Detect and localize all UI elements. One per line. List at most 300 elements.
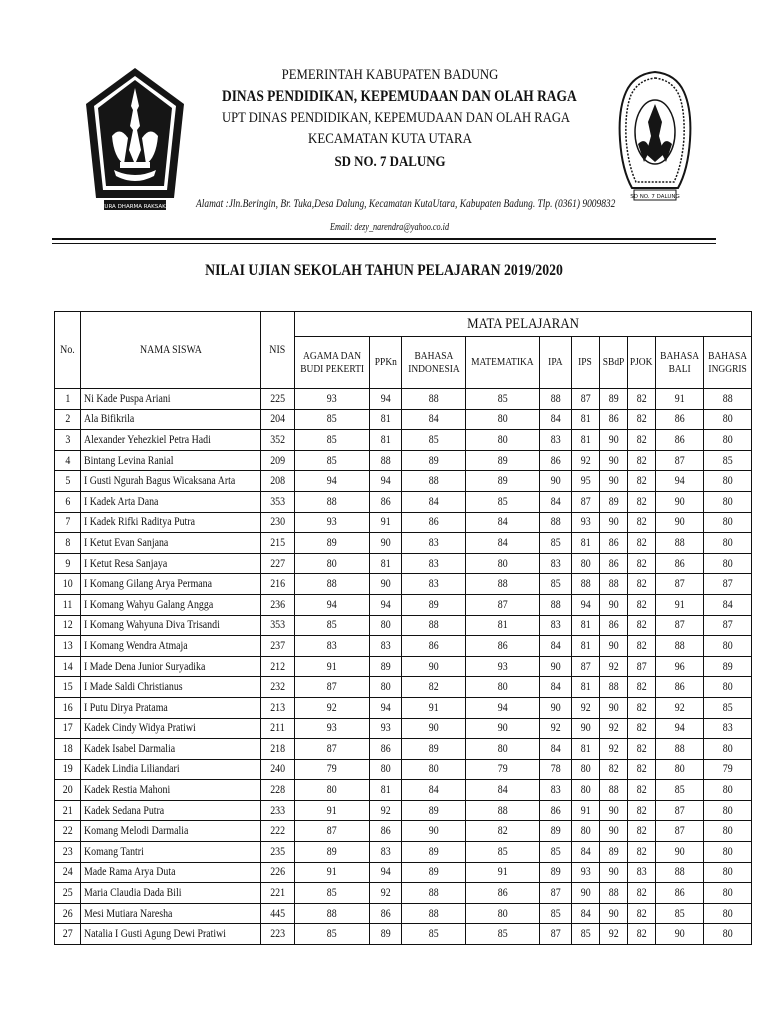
cell-no: 15 [55,677,81,698]
cell-student-name: I Kadek Rifki Raditya Putra [81,512,261,533]
col-header-subject [655,337,703,389]
cell-score: 86 [402,636,466,657]
cell-score: 90 [539,697,571,718]
cell-nis: 353 [260,615,294,636]
cell-score: 88 [599,883,627,904]
col-header-nis: NIS [260,312,294,389]
cell-score: 87 [655,821,703,842]
cell-score: 85 [655,780,703,801]
cell-score: 90 [402,656,466,677]
cell-score: 88 [294,903,369,924]
cell-score: 85 [539,842,571,863]
cell-score: 90 [599,821,627,842]
cell-no: 5 [55,471,81,492]
cell-score: 82 [627,780,655,801]
school-emblem-logo [618,70,692,208]
cell-score: 82 [627,471,655,492]
cell-score: 86 [370,903,402,924]
cell-score: 82 [627,739,655,760]
cell-nis: 352 [260,430,294,451]
cell-score: 83 [703,718,751,739]
cell-score: 82 [627,924,655,945]
cell-score: 85 [571,924,599,945]
cell-score: 90 [599,512,627,533]
cell-score: 85 [703,450,751,471]
cell-score: 81 [571,430,599,451]
cell-score: 90 [655,842,703,863]
cell-score: 89 [402,862,466,883]
cell-score: 91 [655,594,703,615]
cell-score: 80 [703,533,751,554]
cell-nis: 233 [260,800,294,821]
cell-nis: 445 [260,903,294,924]
cell-nis: 212 [260,656,294,677]
cell-nis: 208 [260,471,294,492]
cell-score: 82 [627,430,655,451]
cell-score: 92 [571,697,599,718]
cell-score: 80 [703,471,751,492]
cell-score: 80 [703,553,751,574]
cell-score: 80 [703,800,751,821]
cell-score: 87 [703,615,751,636]
cell-score: 80 [294,553,369,574]
cell-score: 89 [466,450,540,471]
cell-score: 87 [539,883,571,904]
cell-student-name: Bintang Levina Ranial [81,450,261,471]
cell-score: 94 [370,389,402,410]
col-header-no: No. [55,312,81,389]
cell-score: 81 [370,780,402,801]
cell-no: 25 [55,883,81,904]
cell-score: 84 [571,903,599,924]
cell-score: 80 [402,759,466,780]
cell-score: 94 [655,718,703,739]
cell-score: 80 [370,615,402,636]
cell-no: 27 [55,924,81,945]
subject-label-line: SBdP [602,356,625,369]
cell-score: 95 [571,471,599,492]
cell-score: 87 [627,656,655,677]
cell-score: 80 [703,780,751,801]
subject-label-line: INGGRIS [708,362,747,375]
cell-score: 80 [703,430,751,451]
table-row [55,389,752,410]
cell-student-name: I Gusti Ngurah Bagus Wicaksana Arta [81,471,261,492]
cell-score: 85 [466,389,540,410]
cell-nis: 225 [260,389,294,410]
subject-label-line: PPKn [374,356,397,369]
cell-no: 4 [55,450,81,471]
cell-score: 80 [466,409,540,430]
cell-score: 80 [571,553,599,574]
school-name: SD NO. 7 DALUNG [334,154,446,170]
cell-score: 86 [539,450,571,471]
cell-nis: 226 [260,862,294,883]
cell-student-name: Komang Tantri [81,842,261,863]
cell-score: 88 [539,512,571,533]
cell-student-name: Kadek Isabel Darmalia [81,739,261,760]
cell-score: 80 [703,924,751,945]
cell-score: 86 [599,409,627,430]
header-line-3: UPT DINAS PENDIDIKAN, KEPEMUDAAN DAN OLAH RAGA [222,110,571,126]
cell-score: 94 [294,471,369,492]
cell-score: 90 [571,718,599,739]
cell-score: 86 [370,491,402,512]
cell-score: 92 [539,718,571,739]
cell-score: 80 [703,903,751,924]
cell-score: 91 [294,862,369,883]
cell-score: 89 [294,533,369,554]
cell-score: 87 [466,594,540,615]
cell-score: 88 [402,903,466,924]
cell-score: 94 [571,594,599,615]
svg-text:CURA DHARMA RAKSAKA: CURA DHARMA RAKSAKA [100,204,170,210]
table-row [55,924,752,945]
cell-score: 96 [655,656,703,677]
cell-no: 17 [55,718,81,739]
cell-score: 85 [294,450,369,471]
subject-label-line: BAHASA [659,349,699,362]
cell-score: 90 [599,800,627,821]
header-rule-thick [52,238,716,240]
cell-score: 83 [402,533,466,554]
cell-nis: 240 [260,759,294,780]
cell-score: 87 [294,821,369,842]
col-header-subject [539,337,571,389]
cell-score: 83 [539,430,571,451]
cell-student-name: I Made Dena Junior Suryadika [81,656,261,677]
cell-nis: 213 [260,697,294,718]
cell-score: 83 [402,553,466,574]
cell-score: 80 [370,759,402,780]
cell-score: 81 [571,615,599,636]
cell-score: 85 [466,842,540,863]
cell-score: 86 [655,409,703,430]
cell-score: 90 [599,471,627,492]
cell-score: 91 [402,697,466,718]
cell-score: 80 [703,677,751,698]
cell-nis: 353 [260,491,294,512]
cell-student-name: Kadek Cindy Widya Pratiwi [81,718,261,739]
cell-score: 82 [627,615,655,636]
cell-no: 22 [55,821,81,842]
cell-score: 86 [655,883,703,904]
cell-score: 90 [599,862,627,883]
cell-score: 89 [370,656,402,677]
cell-score: 88 [655,636,703,657]
cell-score: 80 [655,759,703,780]
cell-score: 88 [655,533,703,554]
cell-score: 90 [599,636,627,657]
cell-score: 85 [539,903,571,924]
cell-no: 21 [55,800,81,821]
cell-score: 90 [599,430,627,451]
cell-score: 81 [466,615,540,636]
cell-score: 83 [539,553,571,574]
cell-score: 92 [571,450,599,471]
cell-score: 89 [402,594,466,615]
cell-score: 88 [294,491,369,512]
cell-score: 80 [571,759,599,780]
cell-score: 80 [466,739,540,760]
cell-score: 84 [539,677,571,698]
cell-score: 87 [571,389,599,410]
header-line-2: DINAS PENDIDIKAN, KEPEMUDAAN DAN OLAH RAGA [222,88,577,105]
cell-nis: 235 [260,842,294,863]
cell-nis: 204 [260,409,294,430]
cell-score: 86 [370,739,402,760]
cell-student-name: Kadek Lindia Liliandari [81,759,261,780]
cell-score: 82 [627,574,655,595]
cell-score: 92 [599,924,627,945]
cell-score: 82 [627,759,655,780]
table-row [55,450,752,471]
cell-score: 82 [627,800,655,821]
cell-score: 89 [294,842,369,863]
header-line-1: PEMERINTAH KABUPATEN BADUNG [281,67,499,83]
cell-student-name: Ni Kade Puspa Ariani [81,389,261,410]
cell-score: 85 [466,491,540,512]
cell-score: 94 [370,594,402,615]
cell-score: 82 [627,533,655,554]
cell-score: 90 [655,512,703,533]
cell-score: 86 [599,615,627,636]
table-row [55,697,752,718]
cell-student-name: Alexander Yehezkiel Petra Hadi [81,430,261,451]
subject-label-line: AGAMA DAN [302,349,362,362]
cell-score: 91 [655,389,703,410]
cell-student-name: I Komang Gilang Arya Permana [81,574,261,595]
cell-score: 85 [294,409,369,430]
cell-score: 80 [703,739,751,760]
cell-no: 13 [55,636,81,657]
table-row [55,718,752,739]
cell-score: 90 [571,883,599,904]
cell-score: 89 [539,821,571,842]
cell-score: 84 [539,636,571,657]
cell-score: 86 [599,553,627,574]
cell-score: 94 [294,594,369,615]
cell-no: 18 [55,739,81,760]
cell-score: 88 [703,389,751,410]
table-row [55,883,752,904]
cell-score: 82 [627,512,655,533]
cell-score: 89 [402,842,466,863]
subject-label-line: INDONESIA [407,362,460,375]
cell-score: 88 [402,615,466,636]
cell-score: 78 [539,759,571,780]
grades-table [54,311,752,945]
cell-score: 89 [599,389,627,410]
cell-score: 88 [370,450,402,471]
cell-score: 94 [370,697,402,718]
cell-score: 82 [402,677,466,698]
cell-score: 81 [370,430,402,451]
cell-no: 8 [55,533,81,554]
cell-score: 84 [402,780,466,801]
cell-score: 93 [294,389,369,410]
cell-student-name: Natalia I Gusti Agung Dewi Pratiwi [81,924,261,945]
col-header-subject [599,337,627,389]
school-address: Alamat :Jln.Beringin, Br. Tuka,Desa Dalung, Kecamatan KutaUtara, Kabupaten Badung. Tlp. (0361) 9009832 [196,198,616,210]
table-row [55,553,752,574]
cell-score: 82 [627,389,655,410]
cell-score: 90 [539,656,571,677]
table-row [55,759,752,780]
cell-score: 84 [703,594,751,615]
cell-score: 89 [402,739,466,760]
cell-student-name: Komang Melodi Darmalia [81,821,261,842]
cell-nis: 209 [260,450,294,471]
cell-score: 87 [571,491,599,512]
cell-score: 88 [599,780,627,801]
cell-score: 89 [539,862,571,883]
cell-no: 24 [55,862,81,883]
cell-no: 20 [55,780,81,801]
cell-score: 90 [655,924,703,945]
cell-score: 82 [627,883,655,904]
cell-no: 9 [55,553,81,574]
col-group-subjects: MATA PELAJARAN [294,312,751,337]
cell-score: 84 [466,512,540,533]
cell-no: 2 [55,409,81,430]
cell-score: 90 [402,718,466,739]
cell-score: 88 [571,574,599,595]
cell-score: 79 [703,759,751,780]
table-row [55,800,752,821]
cell-score: 93 [294,718,369,739]
header-line-4: KECAMATAN KUTA UTARA [308,131,472,147]
cell-student-name: Mesi Mutiara Naresha [81,903,261,924]
cell-score: 90 [655,491,703,512]
svg-text:SD NO. 7 DALUNG: SD NO. 7 DALUNG [630,194,680,200]
cell-score: 90 [539,471,571,492]
cell-score: 87 [294,739,369,760]
cell-student-name: Kadek Sedana Putra [81,800,261,821]
cell-score: 88 [402,389,466,410]
cell-student-name: I Komang Wendra Atmaja [81,636,261,657]
cell-score: 83 [539,780,571,801]
cell-score: 80 [703,862,751,883]
cell-score: 92 [370,883,402,904]
cell-score: 80 [703,512,751,533]
header-rule-thin [52,243,716,244]
cell-score: 84 [466,780,540,801]
cell-nis: 237 [260,636,294,657]
cell-score: 88 [402,883,466,904]
cell-score: 89 [703,656,751,677]
cell-score: 94 [655,471,703,492]
cell-score: 88 [466,574,540,595]
cell-score: 82 [627,409,655,430]
cell-nis: 221 [260,883,294,904]
cell-score: 90 [466,718,540,739]
table-row [55,615,752,636]
cell-score: 90 [599,697,627,718]
cell-no: 7 [55,512,81,533]
cell-student-name: Kadek Restia Mahoni [81,780,261,801]
cell-score: 84 [402,491,466,512]
cell-score: 94 [466,697,540,718]
cell-score: 86 [466,636,540,657]
cell-score: 87 [655,450,703,471]
cell-score: 85 [402,924,466,945]
cell-score: 92 [370,800,402,821]
table-row [55,821,752,842]
cell-no: 12 [55,615,81,636]
cell-score: 86 [655,677,703,698]
subject-label-line: MATEMATIKA [471,356,534,369]
cell-score: 82 [627,677,655,698]
table-row [55,636,752,657]
col-header-subject [466,337,540,389]
col-header-subject [571,337,599,389]
col-header-subject [370,337,402,389]
cell-score: 82 [627,718,655,739]
document-title: NILAI UJIAN SEKOLAH TAHUN PELAJARAN 2019/2020 [205,262,563,279]
cell-score: 80 [466,903,540,924]
cell-score: 86 [466,883,540,904]
cell-score: 89 [599,491,627,512]
cell-score: 87 [703,574,751,595]
cell-score: 88 [539,389,571,410]
cell-score: 85 [294,615,369,636]
cell-score: 90 [599,450,627,471]
table-row [55,594,752,615]
table-row [55,430,752,451]
cell-score: 88 [402,471,466,492]
letterhead [0,0,768,250]
cell-score: 83 [294,636,369,657]
cell-score: 86 [402,512,466,533]
cell-score: 80 [703,842,751,863]
cell-score: 81 [571,409,599,430]
col-header-subject [402,337,466,389]
cell-score: 85 [655,903,703,924]
subject-label-line: BALI [668,362,691,375]
table-body [55,389,752,945]
table-row [55,574,752,595]
cell-student-name: I Putu Dirya Pratama [81,697,261,718]
cell-no: 23 [55,842,81,863]
table-row [55,533,752,554]
cell-score: 90 [370,533,402,554]
cell-score: 80 [571,780,599,801]
cell-score: 85 [402,430,466,451]
cell-score: 80 [703,883,751,904]
cell-score: 82 [627,491,655,512]
table-row [55,409,752,430]
cell-score: 84 [539,739,571,760]
cell-score: 85 [294,924,369,945]
cell-score: 87 [539,924,571,945]
cell-score: 91 [370,512,402,533]
col-header-subject [627,337,655,389]
table-row [55,491,752,512]
cell-score: 86 [655,553,703,574]
cell-score: 80 [703,491,751,512]
cell-score: 84 [466,533,540,554]
cell-score: 82 [627,697,655,718]
cell-score: 89 [402,450,466,471]
table-row [55,739,752,760]
cell-score: 80 [703,409,751,430]
cell-score: 82 [627,636,655,657]
table-row [55,780,752,801]
cell-score: 81 [370,553,402,574]
cell-student-name: I Made Saldi Christianus [81,677,261,698]
col-header-subject [703,337,751,389]
